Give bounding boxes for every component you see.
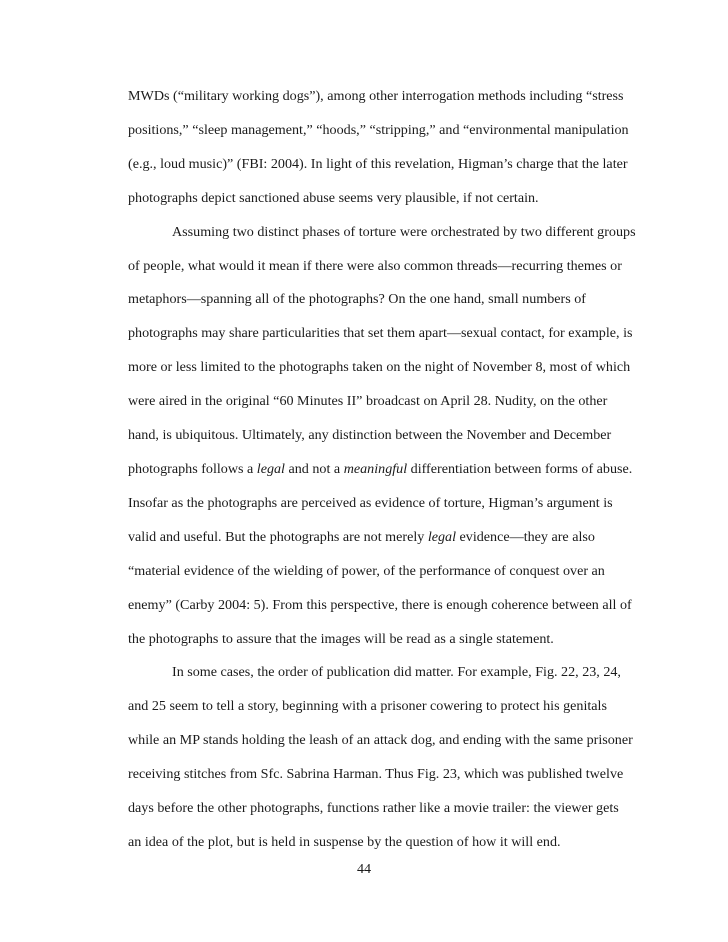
text-segment: photographs may share particularities that set them apart—sexual contact, for example, is (128, 325, 633, 342)
text-line (128, 114, 648, 148)
text-segment: evidence—they are also (456, 528, 595, 545)
text-line (128, 487, 648, 521)
text-segment: (e.g., loud music)” (FBI: 2004). In light of this revelation, Higman’s charge that the later (128, 155, 628, 172)
paragraph (128, 80, 648, 216)
text-segment: the photographs to assure that the images will be read as a single statement. (128, 630, 554, 647)
text-segment: days before the other photographs, functions rather like a movie trailer: the viewer gets (128, 800, 619, 817)
text-segment: positions,” “sleep management,” “hoods,” “stripping,” and “environmental manipulation (128, 121, 629, 138)
text-line (128, 792, 648, 826)
text-line (128, 453, 648, 487)
text-segment: of people, what would it mean if there were also common threads—recurring themes or (128, 257, 622, 274)
text-segment: and not a (284, 460, 344, 477)
text-line (128, 351, 648, 385)
text-line (128, 758, 648, 792)
text-line (128, 656, 648, 690)
text-line (128, 555, 648, 589)
paragraph (128, 656, 648, 859)
text-segment: differentiation between forms of abuse. (407, 460, 633, 477)
text-line (128, 250, 648, 284)
text-segment: “material evidence of the wielding of power, of the performance of conquest over an (128, 562, 605, 579)
text-segment: while an MP stands holding the leash of an attack dog, and ending with the same prisoner (128, 732, 633, 749)
text-segment: hand, is ubiquitous. Ultimately, any distinction between the November and December (128, 427, 612, 444)
text-segment: Assuming two distinct phases of torture were orchestrated by two different groups (172, 223, 636, 240)
text-segment: photographs depict sanctioned abuse seems very plausible, if not certain. (128, 189, 539, 206)
text-line (128, 283, 648, 317)
text-line (128, 826, 648, 860)
italic-text: legal (256, 460, 285, 477)
text-line (128, 385, 648, 419)
text-segment: In some cases, the order of publication did matter. For example, Fig. 22, 23, 24, (172, 664, 621, 681)
italic-text: legal (427, 528, 456, 545)
text-line (128, 690, 648, 724)
text-segment: more or less limited to the photographs taken on the night of November 8, most of which (128, 359, 631, 376)
text-segment: receiving stitches from Sfc. Sabrina Harman. Thus Fig. 23, which was published twelve (128, 766, 624, 783)
text-segment: photographs follows a (128, 460, 257, 477)
text-line (128, 521, 648, 555)
text-line (128, 182, 648, 216)
text-segment: MWDs (“military working dogs”), among other interrogation methods including “stress (128, 88, 624, 104)
text-segment: valid and useful. But the photographs are not merely (128, 528, 428, 545)
italic-text: meaningful (343, 460, 408, 477)
text-line (128, 317, 648, 351)
text-segment: metaphors—spanning all of the photographs? On the one hand, small numbers of (128, 291, 586, 308)
text-segment: an idea of the plot, but is held in suspense by the question of how it will end. (128, 833, 561, 850)
text-line (128, 419, 648, 453)
text-line (128, 216, 648, 250)
text-segment: and 25 seem to tell a story, beginning with a prisoner cowering to protect his genitals (128, 698, 607, 715)
text-line (128, 589, 648, 623)
text-segment: were aired in the original “60 Minutes II” broadcast on April 28. Nudity, on the other (128, 393, 608, 410)
text-line (128, 80, 648, 114)
page-number: 44 (356, 861, 372, 877)
text-line (128, 724, 648, 758)
text-line (128, 148, 648, 182)
body-text (128, 80, 648, 860)
text-segment: Insofar as the photographs are perceived as evidence of torture, Higman’s argument is (128, 494, 613, 511)
paragraph (128, 216, 648, 657)
text-line (128, 623, 648, 657)
text-segment: enemy” (Carby 2004: 5). From this perspective, there is enough coherence between all of (128, 596, 632, 613)
